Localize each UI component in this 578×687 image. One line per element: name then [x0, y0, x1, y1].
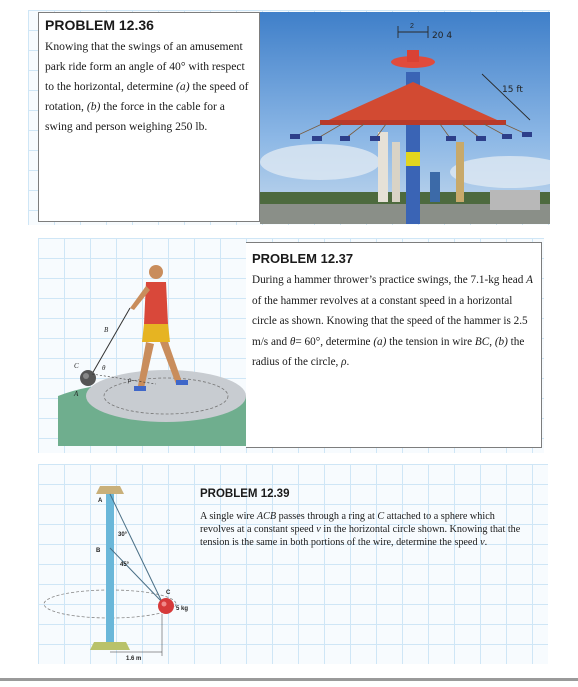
label-a: A	[74, 390, 79, 398]
label-mass: 5 kg	[176, 606, 189, 612]
label-theta: θ	[102, 364, 106, 372]
dim-top-1: 2	[410, 23, 414, 30]
problem-12-37-text: During a hammer thrower’s practice swings, the 7.1-kg head A of the hammer revolves at a constant speed in a horizontal circle as shown. Knowing that the speed of the hammer is 2.5 m/s and θ= 60°, determine (a) the tension in wire BC, (b) the radius of the circle, ρ.	[252, 274, 533, 368]
problem-12-36-title: PROBLEM 12.36	[45, 17, 154, 33]
dim-top-2: 20 4	[432, 31, 453, 41]
dim-side: 15 ft	[502, 85, 523, 95]
problem-12-36-text: Knowing that the swings of an amusement park ride form an angle of 40° with respect to the horizontal, determine (a) the speed of rotation, (b) the force in the cable for a swing and person weighing 250 lb.	[45, 40, 249, 133]
problem-12-39-text: A single wire ACB passes through a ring at C attached to a sphere which revolves at a constant speed v in the horizontal circle shown. Knowing that the tension is the same in both portions of the wire, determine the speed v.	[200, 511, 521, 548]
problem-12-39-panel	[38, 464, 548, 664]
problem-12-36-card	[38, 12, 260, 222]
label-c: C	[166, 590, 171, 596]
page-bottom-rule	[0, 678, 578, 681]
sphere-ring-figure	[38, 474, 208, 664]
label-b: B	[96, 548, 101, 554]
hammer-thrower-figure	[48, 246, 248, 446]
label-angle-30: 30°	[118, 532, 128, 538]
problem-12-37-title: PROBLEM 12.37	[252, 251, 354, 266]
problem-12-39-title: PROBLEM 12.39	[200, 488, 290, 500]
label-dimension: 1.6 m	[126, 656, 142, 662]
label-a: A	[98, 498, 103, 504]
problem-12-39-card	[38, 468, 536, 664]
amusement-ride-photo	[260, 12, 550, 224]
problem-12-36-panel	[28, 10, 550, 225]
problem-12-37-card	[246, 242, 542, 448]
label-b: B	[104, 326, 109, 334]
label-rho: ρ	[128, 376, 132, 384]
problem-12-37-panel	[38, 238, 544, 453]
label-angle-45: 45°	[120, 562, 130, 568]
label-c: C	[74, 362, 79, 370]
